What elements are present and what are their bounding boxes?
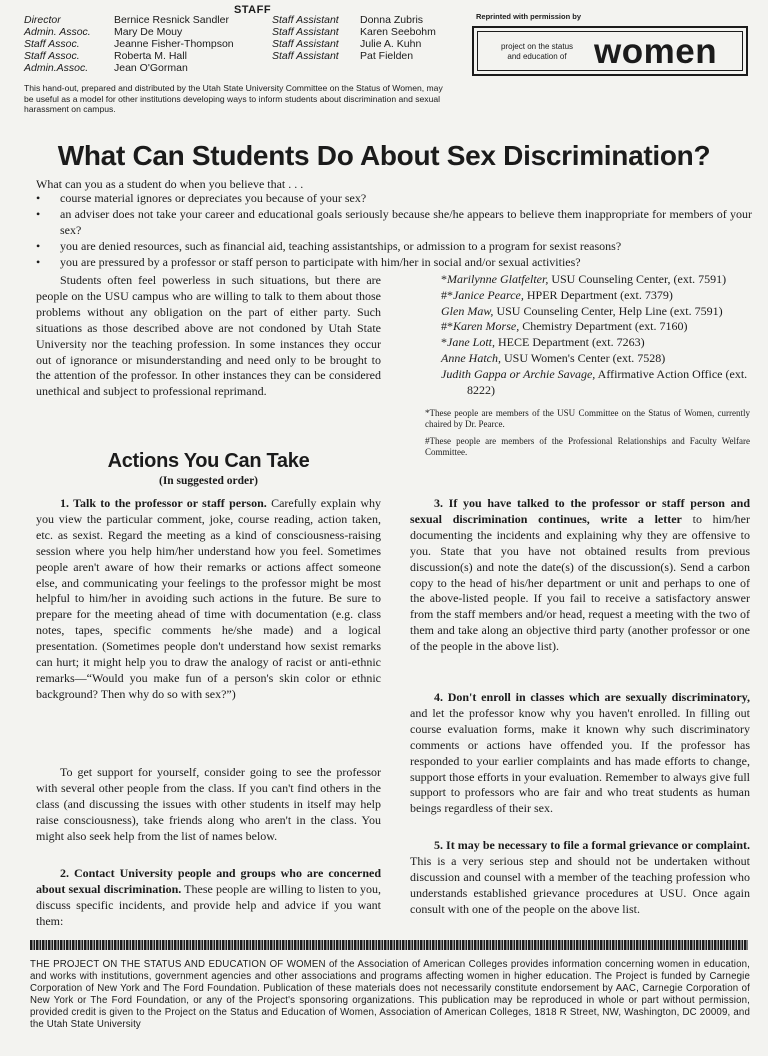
footer-divider — [30, 940, 748, 950]
banner-logo-word: women — [594, 32, 718, 71]
step-2 — [36, 866, 381, 930]
contact-detail: HPER Department (ext. 7379) — [523, 287, 673, 302]
staff-role: Staff Assistant — [272, 14, 339, 26]
staff-name: Bernice Resnick Sandler — [114, 14, 229, 26]
contact-detail: USU Women's Center (ext. 7528) — [500, 350, 666, 365]
contact-entry — [425, 367, 750, 399]
staff-role: Admin. Assoc. — [24, 26, 91, 38]
contact-entry — [425, 319, 750, 335]
staff-names-right — [360, 14, 436, 62]
step-lead: 5. It may be necessary to file a formal grievance or complaint. — [434, 838, 750, 852]
staff-title: STAFF — [233, 4, 272, 16]
step-body: This is a very serious step and should not be undertaken without discussion and counsel with a member of the teaching profession who understands established grievance procedures at USU. Once again consult with one of the people on the above list. — [410, 853, 750, 916]
contact-entry — [425, 351, 750, 367]
banner-subtitle-line: and education of — [507, 52, 567, 61]
step-body: to him/her documenting the incidents and explaining why they are offensive to you. State that you have not obtained results from previous discussion(s) and note the date(s) of the discussion(s). Send a carbon copy to the head of his/her department or unit and perhaps to one of the above-listed people. If you fail to receive a satisfactory answer from the staff members and/or head, request a meeting with the two of them and take along an objective third party (another professor or one of the people in the above list). — [410, 511, 750, 654]
contact-marker: #* — [441, 319, 453, 334]
contact-list — [425, 272, 750, 458]
staff-name: Jean O'Gorman — [114, 62, 188, 74]
question-list — [36, 190, 752, 270]
contact-name: Marilynne Glatfelter, — [447, 272, 549, 286]
contact-name: Glen Maw, — [441, 303, 494, 318]
footer-text: THE PROJECT ON THE STATUS AND EDUCATION OF WOMEN of the Association of American Colleges provides information concerning women in education, and works with institutions, government agencies and other associations and programs affecting women in higher education. The Project is funded by Carnegie Corporation of New York and The Ford Foundation. Publication of these materials does not necessarily constitute endorsement by AAC, Carnegie Corporation of New York or The Ford Foundation, or any of the Project's sponsoring organizations. This publication may be reproduced in whole or part without permission, provided credit is given to the Project on the Status and Education of Women, Association of American Colleges, 1818 R Street, NW, Washington, DC 20009, and the Utah State University — [30, 959, 750, 1030]
list-item: • you are pressured by a professor or staff person to participate with him/her in social and/or sexual activities? — [36, 254, 752, 270]
contact-entry — [425, 304, 750, 320]
footnote: *These people are members of the USU Committee on the Status of Women, currently chaired by Dr. Pearce. — [425, 408, 750, 430]
step-1 — [36, 496, 381, 703]
contact-detail: Chemistry Department (ext. 7160) — [519, 319, 688, 334]
step-5 — [410, 838, 750, 918]
contact-name: Jane Lott, — [447, 335, 495, 350]
contact-marker: * — [441, 272, 447, 286]
step-lead: 4. Don't enroll in classes which are sexually discriminatory, — [434, 690, 750, 704]
staff-roles-left — [24, 14, 91, 74]
staff-roles-right — [272, 14, 339, 62]
contact-name: Janice Pearce, — [453, 287, 524, 302]
contact-detail: USU Counseling Center, (ext. 7591) — [548, 272, 727, 286]
contact-marker: #* — [441, 287, 453, 302]
step-body: and let the professor know why you haven't enrolled. In filling out course evaluation forms, make it known why such discriminatory comments or actions have offended you. If the professor has responded to your earlier complaints and has made efforts to change, support those efforts in your evaluation. Remember to always give full support to professors who are fair and who treat students as human beings regardless of their sex. — [410, 705, 750, 816]
support-paragraph: To get support for yourself, consider going to see the professor with several other people from the class. If you can't find others in the class (and discussing the issues with other students in itself may help raise consciousness), take friends along who aren't in the class. You might also seek help from the list of names below. — [36, 765, 381, 843]
step-3 — [410, 496, 750, 655]
actions-heading: Actions You Can Take — [107, 450, 310, 472]
footnote: #These people are members of the Professional Relationships and Faculty Welfare Committee. — [425, 436, 750, 458]
banner-subtitle-line: project on the status — [500, 42, 574, 51]
banner-subtitle — [492, 42, 582, 62]
contact-entry — [425, 335, 750, 351]
staff-name: Donna Zubris — [360, 14, 424, 26]
step-4 — [410, 690, 750, 817]
contact-entry — [425, 272, 750, 288]
staff-name: Julie A. Kuhn — [360, 38, 422, 50]
banner-frame — [477, 31, 743, 71]
staff-names-left — [114, 14, 234, 74]
staff-name: Roberta M. Hall — [114, 50, 187, 62]
project-banner — [472, 26, 748, 76]
reprint-label: Reprinted with permission by — [476, 12, 582, 21]
staff-role: Admin.Assoc. — [24, 62, 89, 74]
contact-name: Karen Morse, — [453, 319, 520, 334]
handout-note: This hand-out, prepared and distributed by the Utah State University Committee on the Status of Women, may be useful as a model for other institutions developing ways to inform students about discrimination and sexual harassment on campus. — [24, 83, 443, 114]
intro-line: What can you as a student do when you believe that . . . — [36, 177, 304, 191]
staff-role: Staff Assistant — [272, 26, 339, 38]
staff-role: Director — [24, 14, 61, 26]
staff-role: Staff Assistant — [272, 50, 339, 62]
contact-name: Anne Hatch, — [441, 350, 501, 365]
step-lead: 2. Contact University people and groups who are concerned about sexual discrimination. — [36, 866, 381, 896]
contact-name: Judith Gappa or Archie Savage, — [441, 366, 596, 381]
contact-detail: USU Counseling Center, Help Line (ext. 7591) — [493, 303, 723, 318]
contact-detail: Affirmative Action Office (ext. 8222) — [467, 366, 748, 397]
staff-role: Staff Assoc. — [24, 50, 80, 62]
list-item: • you are denied resources, such as financial aid, teaching assistantships, or admission to a program for sexist reasons? — [36, 238, 752, 254]
contact-entry — [425, 288, 750, 304]
powerless-paragraph: Students often feel powerless in such situations, but there are people on the USU campus who are willing to talk to them about those problems without any obligation on the part of either party. Such situations as those described above are not condoned by Utah State University nor the teaching profession. In some instances they occur out of ignorance or misunderstanding and need only to be brought to the attention of the professor. In other instances they can be considered unethical and subject to professional reprimand. — [36, 273, 381, 399]
step-body: Carefully explain why you view the particular comment, joke, course reading, action taken, etc. as sexist. Regard the meeting as a kind of consciousness-raising session where you help him/her understand how you feel. Sometimes people aren't aware of how their remarks or actions affect someone else, and communicating your feelings to the professor might be most helpful to him/her in avoiding such actions in the future. Be sure to prepare for the meeting ahead of time with documentation (e.g. class notes, tapes, specific comments he/she made) and a logical presentation. (Sometimes people don't understand how sexist remarks can hurt; it might help you to draw the analogy of racist or anti-ethnic remarks—“Would you make fun of a person's skin color or ethnic background? Then why do so with sex?”) — [36, 496, 381, 701]
staff-role: Staff Assistant — [272, 38, 339, 50]
page-title: What Can Students Do About Sex Discrimination? — [57, 140, 711, 171]
step-lead: 1. Talk to the professor or staff person. — [60, 496, 267, 510]
step-body: These people are willing to listen to you, discuss specific incidents, and provide help and advice if you want them: — [36, 881, 381, 928]
step-lead: 3. If you have talked to the professor or staff person and sexual discrimination continues, write a letter — [410, 496, 750, 526]
staff-name: Jeanne Fisher-Thompson — [114, 38, 234, 50]
contact-detail: HECE Department (ext. 7263) — [495, 335, 645, 350]
list-item: • an adviser does not take your career and educational goals seriously because she/he appears to believe them inappropriate for members of your sex? — [36, 206, 752, 238]
staff-role: Staff Assoc. — [24, 38, 80, 50]
actions-subheading: (In suggested order) — [158, 475, 259, 487]
staff-name: Mary De Mouy — [114, 26, 183, 38]
contact-marker: * — [441, 335, 447, 350]
staff-name: Karen Seebohm — [360, 26, 436, 38]
staff-name: Pat Fielden — [360, 50, 414, 62]
list-item: • course material ignores or depreciates you because of your sex? — [36, 190, 752, 206]
